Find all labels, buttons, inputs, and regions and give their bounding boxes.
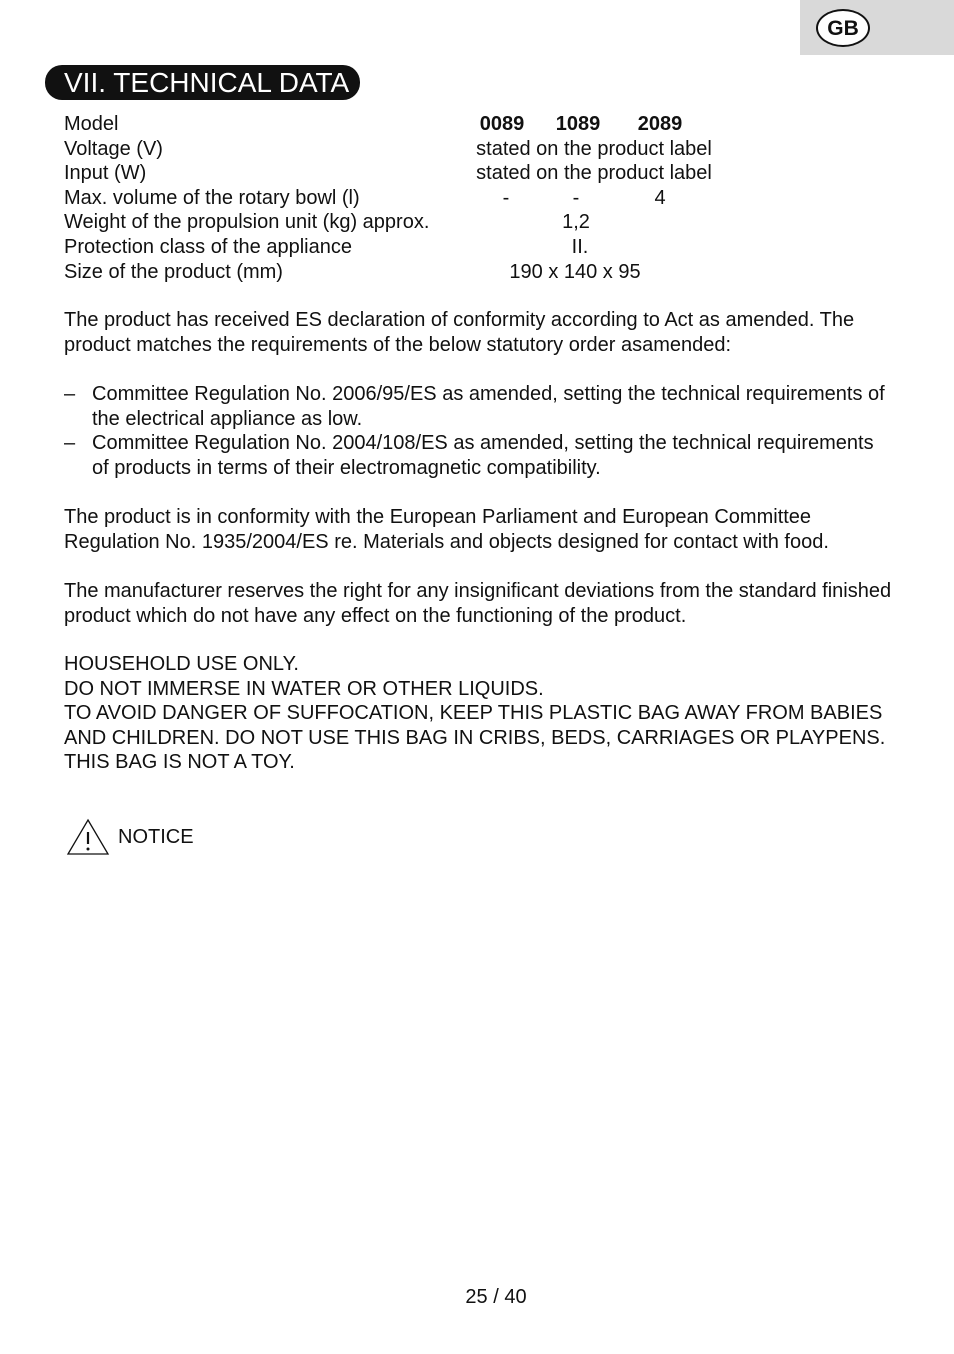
manufacturer-paragraph: The manufacturer reserves the right for any insignificant deviations from the standard finished product which do not have any effect on the functioning of the product. xyxy=(64,580,892,627)
regulation-list xyxy=(64,382,894,480)
list-item xyxy=(64,382,894,431)
spec-row-voltage xyxy=(64,137,894,162)
section-heading: VII. TECHNICAL DATA xyxy=(45,65,360,100)
dash-icon: – xyxy=(64,432,76,455)
warning-line: HOUSEHOLD USE ONLY. xyxy=(64,653,299,675)
dash-icon: – xyxy=(64,383,76,405)
spec-value: stated on the product label xyxy=(476,162,712,185)
food-contact-paragraph: The product is in conformity with the European Parliament and European Committee Regulation No. 1935/2004/ES re. Materials and objects designed for contact with food. xyxy=(64,506,829,553)
model-number: 1089 xyxy=(555,113,601,135)
spec-label: Protection class of the appliance xyxy=(64,235,352,258)
spec-label: Input (W) xyxy=(64,162,147,185)
language-badge: GB xyxy=(816,9,870,47)
page-number: 25 / 40 xyxy=(465,1286,527,1308)
spec-label: Model xyxy=(64,113,119,135)
spec-row-weight xyxy=(64,210,894,235)
list-item-text: Committee Regulation No. 2004/108/ES as amended, setting the technical requirements of products in terms of their electromagnetic compatibility. xyxy=(92,432,874,479)
spec-row-input xyxy=(64,161,894,186)
spec-value: - xyxy=(502,186,510,209)
warning-line: TO AVOID DANGER OF SUFFOCATION, KEEP THIS PLASTIC BAG AWAY FROM BABIES AND CHILDREN. DO NOT USE THIS BAG IN CRIBS, BEDS, CARRIAGES OR PLAYPENS. THIS BAG IS NOT A TOY. xyxy=(64,702,886,774)
spec-value: stated on the product label xyxy=(476,137,712,160)
spec-value: 190 x 140 x 95 xyxy=(509,260,641,283)
spec-label: Weight of the propulsion unit (kg) approx. xyxy=(64,211,430,234)
spec-value: - xyxy=(572,186,580,209)
spec-row-bowl xyxy=(64,186,894,211)
model-number: 2089 xyxy=(637,113,683,135)
spec-row-protection xyxy=(64,235,894,260)
warning-triangle-icon xyxy=(66,818,110,856)
spec-value: II. xyxy=(571,235,589,258)
language-tab xyxy=(800,0,954,55)
notice-heading xyxy=(66,818,194,856)
conformity-paragraph: The product has received ES declaration of conformity according to Act as amended. The product matches the requirements of the below statutory order asamended: xyxy=(64,309,855,356)
spec-label: Voltage (V) xyxy=(64,137,163,160)
warnings-block xyxy=(64,652,894,775)
notice-label: NOTICE xyxy=(118,825,194,848)
spec-row-size xyxy=(64,260,894,285)
spec-row-model xyxy=(64,112,894,137)
warning-line: DO NOT IMMERSE IN WATER OR OTHER LIQUIDS. xyxy=(64,677,544,700)
spec-value: 4 xyxy=(654,186,666,209)
list-item-text: Committee Regulation No. 2006/95/ES as amended, setting the technical requirements of the electrical appliance as low. xyxy=(92,383,885,430)
technical-data-table xyxy=(64,112,894,284)
model-number: 0089 xyxy=(479,113,525,135)
spec-value: 1,2 xyxy=(562,211,590,234)
spec-label: Max. volume of the rotary bowl (l) xyxy=(64,186,360,209)
list-item xyxy=(64,431,894,480)
spec-label: Size of the product (mm) xyxy=(64,260,283,283)
